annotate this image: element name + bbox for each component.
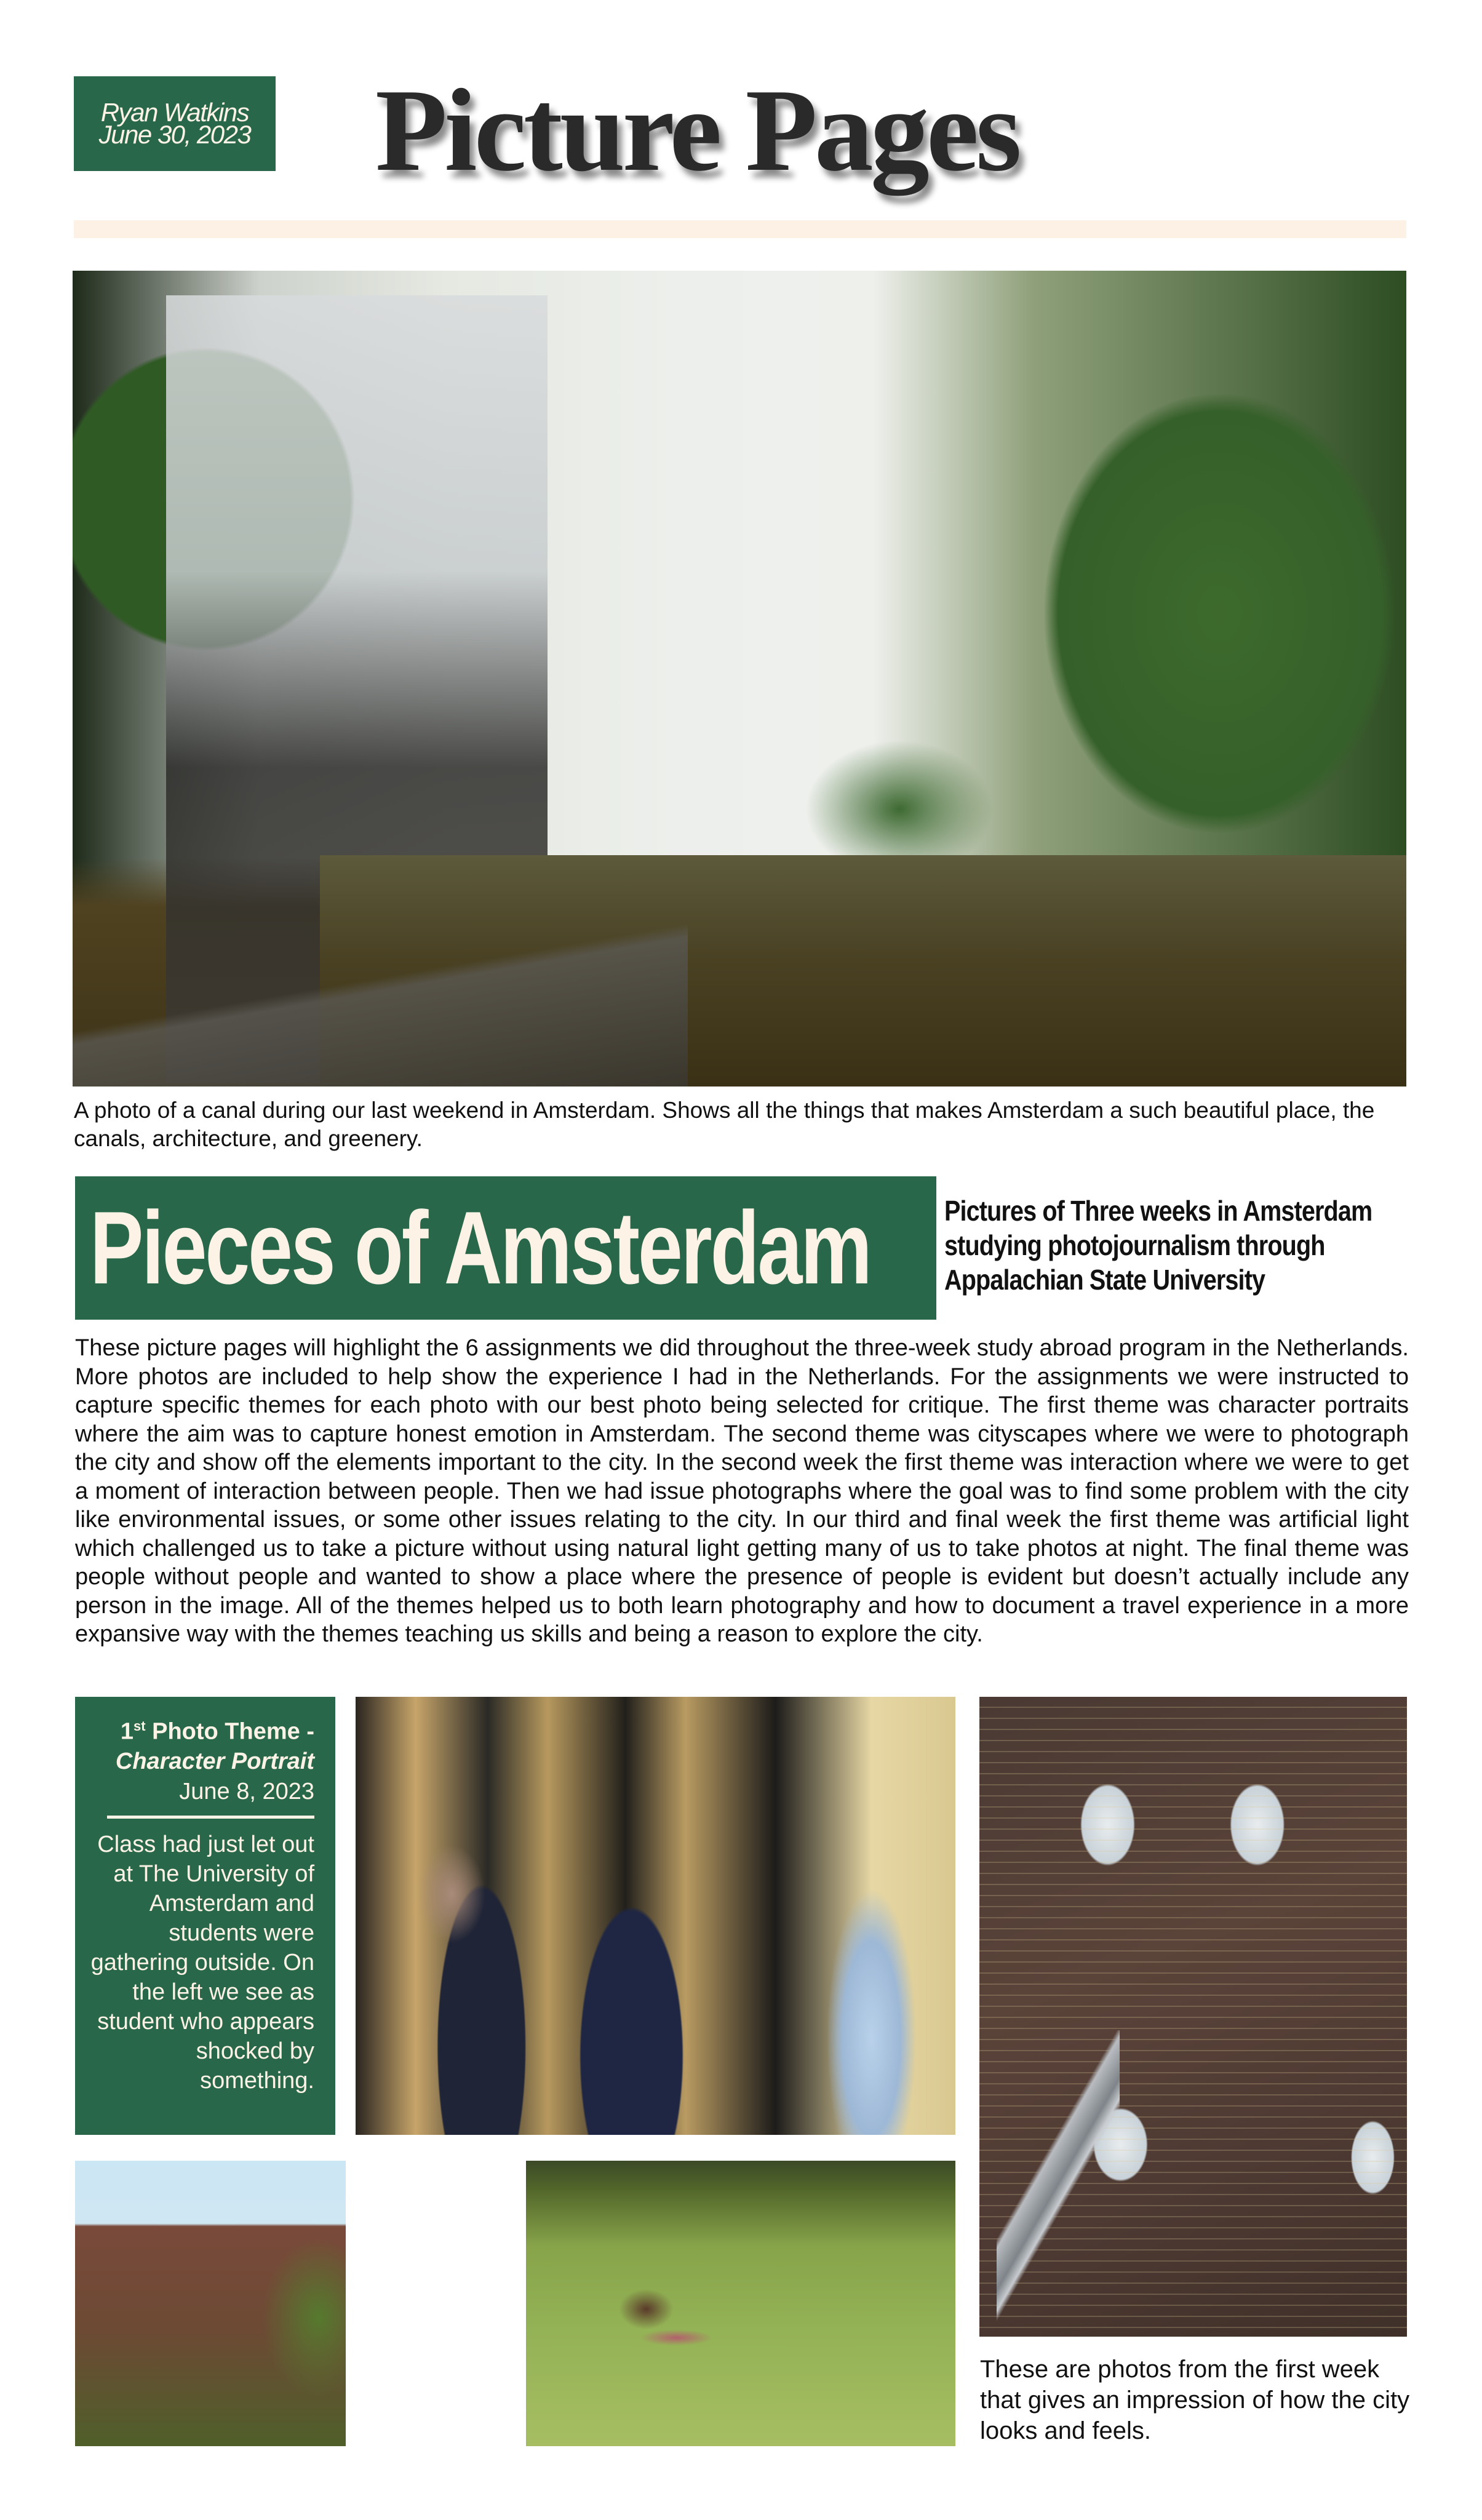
theme-ordinal: st	[133, 1718, 146, 1734]
theme-subtitle: Character Portrait	[115, 1748, 314, 1774]
feature-subhead	[944, 1194, 1424, 1297]
theme-divider	[107, 1816, 314, 1819]
subhead-line: studying photojournalism through	[944, 1229, 1325, 1261]
hero-photo-pier	[73, 923, 688, 1087]
page-title: Picture Pages	[375, 65, 1019, 196]
theme-date: June 8, 2023	[179, 1778, 314, 1804]
theme-title-text: Photo Theme -	[145, 1718, 314, 1745]
theme-description: Class had just let out at The University of Amsterdam and students were gathering outside. On the left we see as student who appears shocked by something.	[90, 1831, 314, 2094]
header-divider	[74, 220, 1406, 238]
hero-caption: A photo of a canal during our last weekend in Amsterdam. Shows all the things that makes Amsterdam a such beautiful place, the canals, architecture, and greenery.	[74, 1098, 1375, 1151]
theme-number: 1	[120, 1718, 133, 1745]
feature-body: These picture pages will highlight the 6 assignments we did throughout the three-week study abroad program in the Netherlands. More photos are included to help show the experience I had in the Netherlands. For the assignments we were instructed to capture specific themes for each photo with our best photo being selected for critique. The first theme was character portraits where the aim was to capture honest emotion in Amsterdam. The second theme was cityscapes where we were to photograph the city and show off the elements important to the city. In the second week the first theme was interaction where we were to get a moment of interaction between people. Then we had issue photographs where the goal was to find some problem with the city like environmental issues, or some other issues relating to the city. In our third and final week the first theme was artificial light which challenged us to take a picture without using natural light getting many of us to take photos at night. The final theme was people without people and wanted to show a place where the presence of people is evident but doesn’t actually include any person in the image. All of the themes helped us to both learn photography and how to document a travel experience in a more expansive way with the themes teaching us skills and being a reason to explore the city.	[75, 1335, 1409, 1647]
portrait-photo	[356, 1697, 955, 2135]
bottom-caption: These are photos from the first week that gives an impression of how the city looks and feels.	[980, 2356, 1410, 2444]
byline-box	[74, 76, 276, 171]
subhead-line: Appalachian State University	[944, 1264, 1265, 1296]
theme-title	[87, 1712, 314, 1747]
byline-date: June 30, 2023	[98, 120, 251, 149]
theme-info-box	[75, 1697, 335, 2135]
feature-headline-box	[75, 1176, 936, 1320]
byline-author: Ryan Watkins	[100, 98, 249, 127]
feature-headline: Pieces of Amsterdam	[90, 1190, 870, 1306]
building-photo-fire-escape	[997, 2030, 1120, 2338]
picnic-photo	[526, 2161, 955, 2446]
ivy-building-photo	[75, 2161, 346, 2446]
subhead-line: Pictures of Three weeks in Amsterdam	[944, 1195, 1372, 1227]
